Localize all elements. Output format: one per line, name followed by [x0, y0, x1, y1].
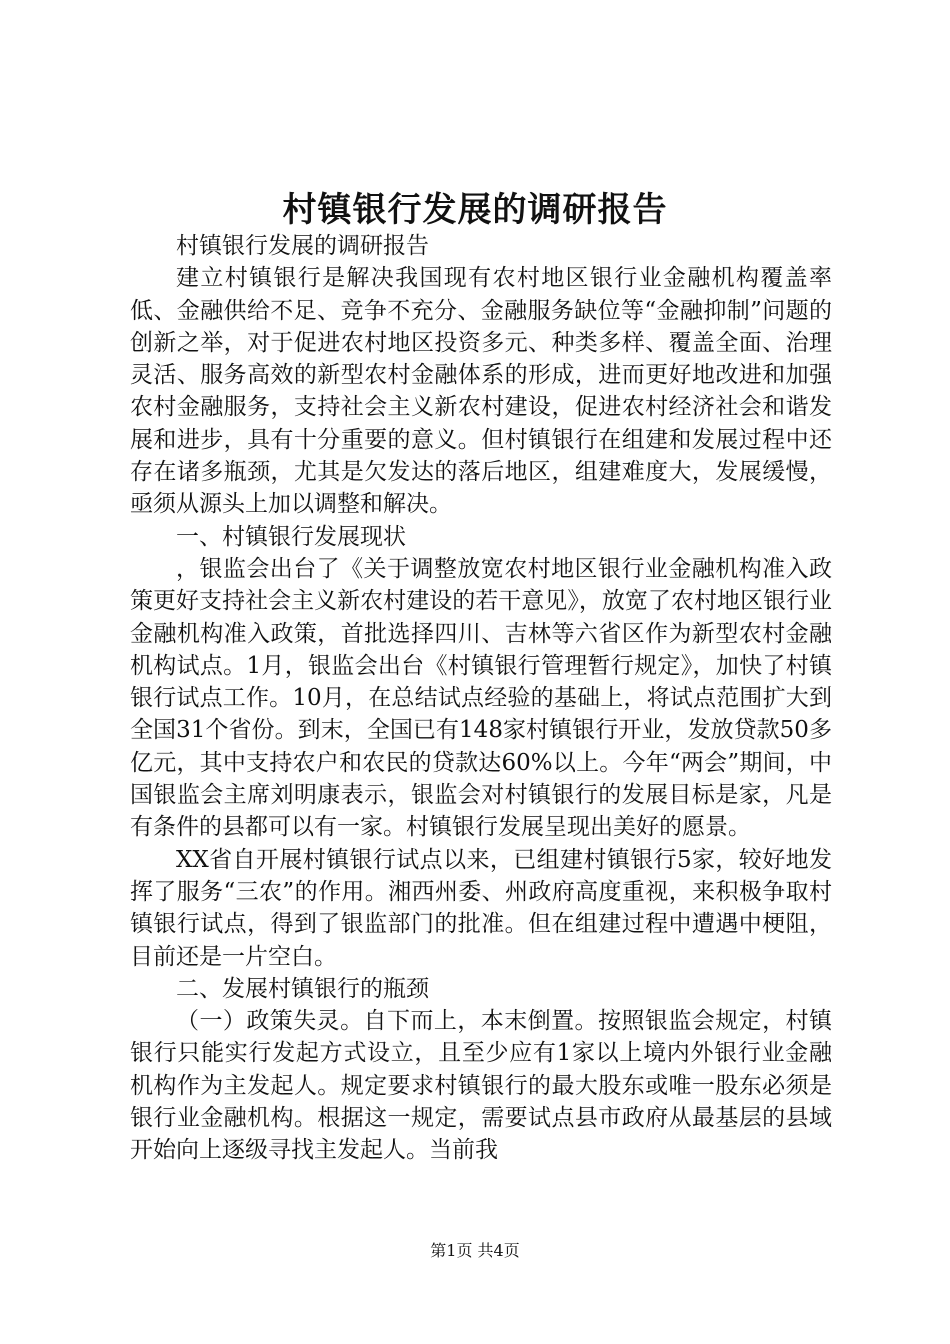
section-heading-bottleneck: 二、发展村镇银行的瓶颈 [176, 975, 429, 1002]
document-body [130, 230, 832, 1167]
page-footer: 第1页 共4页 [430, 1241, 520, 1260]
paragraph-subtitle: 村镇银行发展的调研报告 [176, 233, 429, 259]
paragraph-policy: （一）政策失灵。自下而上，本末倒置。按照银监会规定，村镇银行只能实行发起方式设立，且至少应有1家以上境内外银行业金融机构作为主发起人。规定要求村镇银行的最大股东或唯一股东必须是银行业金融机构。根据这一规定，需要试点县市政府从最基层的县域开始向上逐级寻找主发起人。当前我 [130, 1008, 832, 1164]
paragraph-status: ，银监会出台了《关于调整放宽农村地区银行业金融机构准入政策更好支持社会主义新农村建设的若干意见》，放宽了农村地区银行业金融机构准入政策，首批选择四川、吉林等六省区作为新型农村金融机构试点。1月，银监会出台《村镇银行管理暂行规定》，加快了村镇银行试点工作。10月，在总结试点经验的基础上，将试点范围扩大到全国31个省份。到末，全国已有148家村镇银行开业，发放贷款50多亿元，其中支持农户和农民的贷款达60%以上。今年“两会”期间，中国银监会主席刘明康表示，银监会对村镇银行的发展目标是家，凡是有条件的县都可以有一家。村镇银行发展呈现出美好的愿景。 [130, 555, 832, 841]
section-heading-status: 一、村镇银行发展现状 [176, 523, 406, 550]
document-title: 村镇银行发展的调研报告 [282, 190, 668, 230]
paragraph-province: XX省自开展村镇银行试点以来，已组建村镇银行5家，较好地发挥了服务“三农”的作用。湘西州委、州政府高度重视，来积极争取村镇银行试点，得到了银监部门的批准。但在组建过程中遭遇中梗阻，目前还是一片空白。 [130, 846, 832, 970]
paragraph-intro: 建立村镇银行是解决我国现有农村地区银行业金融机构覆盖率低、金融供给不足、竞争不充分、金融服务缺位等“金融抑制”问题的创新之举，对于促进农村地区投资多元、种类多样、覆盖全面、治理灵活、服务高效的新型农村金融体系的形成，进而更好地改进和加强农村金融服务，支持社会主义新农村建设，促进农村经济社会和谐发展和进步，具有十分重要的意义。但村镇银行在组建和发展过程中还存在诸多瓶颈，尤其是欠发达的落后地区，组建难度大，发展缓慢，亟须从源头上加以调整和解决。 [130, 265, 832, 518]
